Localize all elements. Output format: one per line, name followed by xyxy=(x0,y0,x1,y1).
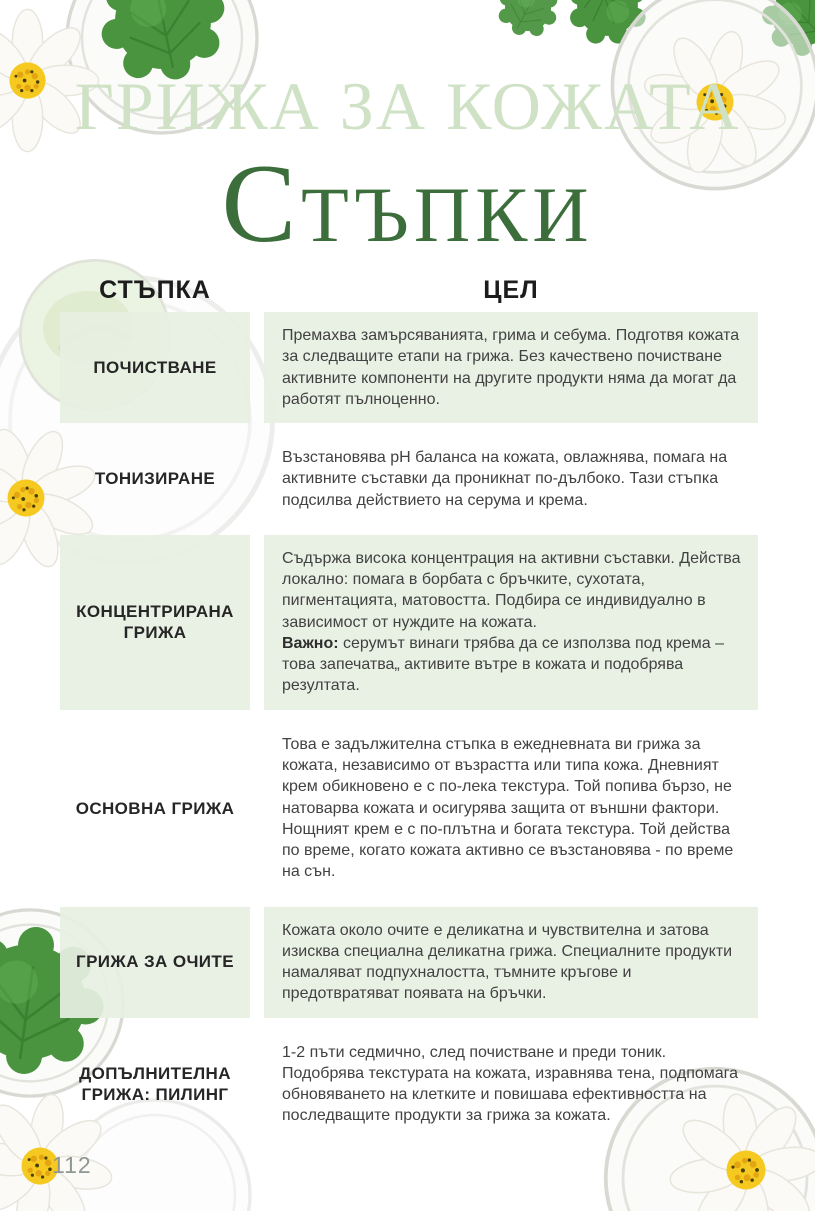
step-label: ОСНОВНА ГРИЖА xyxy=(75,798,235,818)
step-label: ТОНИЗИРАНЕ xyxy=(94,469,216,489)
table-row xyxy=(60,721,758,896)
skincare-steps-table xyxy=(60,276,758,1151)
page-number: 112 xyxy=(52,1152,92,1178)
table-header-row xyxy=(60,276,758,305)
table-row xyxy=(60,535,758,710)
section-title: ГРИЖА ЗА КОЖАТА xyxy=(74,68,741,144)
goal-text: Възстановява pH баланса на кожата, овлажнява, помага на активните съставки да проникнат по-дълбоко. Тази стъпка подсилва действието на серума и крема. xyxy=(282,449,728,509)
column-header-step: СТЪПКА xyxy=(99,276,211,304)
goal-text: Кожата около очите е деликатна и чувствителна и затова изисква специална деликатна грижа. Специалните продукти намаляват подпухналостта, тъмните кръгове и предотвратяват появата на бръчки. xyxy=(264,907,758,1018)
important-note-label: Важно: xyxy=(282,634,339,652)
table-row xyxy=(60,1029,758,1140)
goal-text: Това е задължителна стъпка в ежедневната ви грижа за кожата, независимо от възрастта или типа кожа. Дневният крем обикновено е с по-лека текстура. Той попива бързо, не натоварва кожата и осигурява защита от външни фактори. Нощният крем е с по-плътна и богата текстура. Той действа по време, когато кожата активно се възстановява - по време на сън. xyxy=(282,735,734,881)
goal-text: Съдържа висока концентрация на активни съставки. Действа локално: помага в борбата с бръчките, сухотата, пигментацията, матовостта. Подбира се индивидуално в зависимост от нуждите на кожата. Важно: серумът винаги трябва да се използва под крема – това запечатва„ активите вътре в кожата и подобрява резултата. xyxy=(264,535,758,710)
table-row xyxy=(60,312,758,423)
table-row xyxy=(60,907,758,1018)
page-title: СТЪПКИ xyxy=(221,142,594,266)
table-row xyxy=(60,434,758,524)
goal-text: Премахва замърсяванията, грима и себума. Подготвя кожата за следващите етапи на грижа. Без качествено почистване активните компоненти на другите продукти няма да могат да работят пълноценно. xyxy=(264,312,758,423)
step-label: ГРИЖА ЗА ОЧИТЕ xyxy=(60,907,250,1018)
step-label: ДОПЪЛНИТЕЛНА ГРИЖА: ПИЛИНГ xyxy=(79,1063,231,1105)
goal-text: 1-2 пъти седмично, след почистване и преди тоник. Подобрява текстурата на кожата, изравнява тена, подпомага обновяването на клетките и повишава ефективността на последващите продукти за грижа за кожата. xyxy=(282,1043,739,1125)
step-label: КОНЦЕНТРИРАНА ГРИЖА xyxy=(60,535,250,710)
column-header-goal: ЦЕЛ xyxy=(483,276,539,304)
step-label: ПОЧИСТВАНЕ xyxy=(60,312,250,423)
